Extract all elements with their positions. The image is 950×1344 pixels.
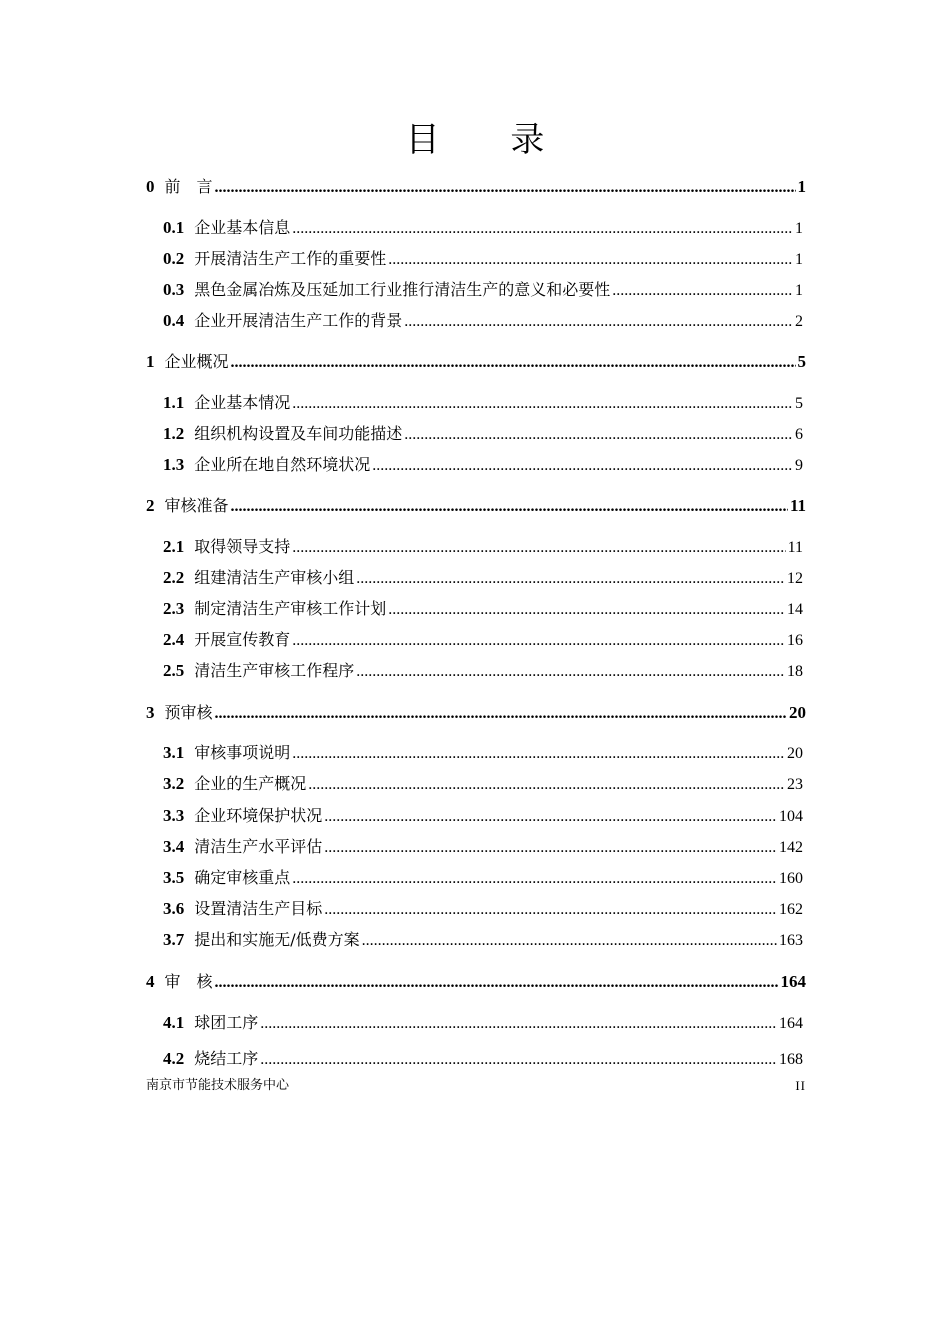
toc-entry-number: 3.2 [163,774,185,793]
toc-entry-number: 3.4 [163,837,185,856]
toc-entry-number: 4 [146,972,155,991]
toc-entry-title: 前 言 [164,177,213,196]
toc-entry-page: 16 [787,632,803,649]
toc-entry[interactable] [146,176,806,199]
toc-dot-leader [231,352,796,374]
toc-entry-page: 11 [789,496,806,515]
toc-dot-leader [372,455,793,477]
toc-entry-title: 企业环境保护状况 [194,806,323,825]
toc-dot-leader [356,661,785,683]
toc-entry-number: 2.2 [163,568,185,587]
toc-entry-title: 组织机构设置及车间功能描述 [194,424,403,443]
toc-entry-title: 开展清洁生产工作的重要性 [194,249,387,268]
toc-entry-number: 4.2 [163,1049,185,1068]
toc-entry-number: 0.2 [163,249,185,268]
toc-entry-title: 预审核 [164,703,213,722]
toc-dot-leader [215,972,779,994]
toc-entry-page: 20 [787,745,803,762]
toc-entry-title: 企业概况 [164,352,229,371]
toc-entry-page: 104 [779,808,803,825]
toc-entry[interactable] [163,423,803,446]
toc-entry-page: 20 [789,703,806,722]
toc-entry-number: 0 [146,177,155,196]
toc-entry-number: 2 [146,496,155,515]
toc-entry-page: 14 [787,601,803,618]
toc-entry[interactable] [163,279,803,302]
toc-entry-number: 0.3 [163,280,185,299]
toc-dot-leader [356,568,785,590]
toc-dot-leader [260,1013,777,1035]
toc-entry-page: 168 [779,1051,803,1068]
toc-entry-title: 企业基本情况 [194,393,291,412]
toc-entry-title: 企业的生产概况 [194,774,307,793]
toc-entry-title: 审核事项说明 [194,743,291,762]
toc-dot-leader [388,249,793,271]
toc-entry-number: 2.4 [163,630,185,649]
toc-entry[interactable] [163,805,803,828]
toc-entry-page: 12 [787,570,803,587]
toc-entry-title: 取得领导支持 [194,537,291,556]
toc-dot-leader [215,703,787,725]
toc-entry[interactable] [163,929,803,952]
toc-entry-number: 1.3 [163,455,185,474]
toc-entry[interactable] [163,248,803,271]
footer-page-number: II [795,1078,806,1093]
toc-dot-leader [324,806,777,828]
toc-entry-title: 提出和实施无/低费方案 [194,930,360,949]
toc-entry[interactable] [146,351,806,374]
toc-entry[interactable] [146,495,806,518]
toc-entry-title: 黑色金属冶炼及压延加工行业推行清洁生产的意义和必要性 [194,280,611,299]
toc-entry[interactable] [163,392,803,415]
toc-dot-leader [292,743,785,765]
toc-dot-leader [292,393,793,415]
toc-entry-page: 164 [779,1015,803,1032]
toc-dot-leader [292,537,785,559]
toc-entry-title: 清洁生产审核工作程序 [194,661,355,680]
toc-entry-page: 163 [779,932,803,949]
toc-entry-number: 2.1 [163,537,185,556]
toc-dot-leader [292,218,793,240]
toc-entry[interactable] [163,536,803,559]
toc-entry-page: 23 [787,776,803,793]
toc-entry-page: 5 [797,352,806,371]
page-title: 目 录 [405,120,575,160]
toc-entry[interactable] [163,773,803,796]
toc-entry-number: 3.1 [163,743,185,762]
toc-entry-number: 0.4 [163,311,185,330]
toc-entry-title: 审 核 [164,972,213,991]
toc-dot-leader [388,599,785,621]
toc-entry[interactable] [163,867,803,890]
toc-entry-title: 制定清洁生产审核工作计划 [194,599,387,618]
toc-entry[interactable] [163,1012,803,1035]
toc-dot-leader [260,1049,777,1071]
toc-entry-title: 审核准备 [164,496,229,515]
toc-entry-number: 1.2 [163,424,185,443]
toc-entry-page: 160 [779,870,803,887]
toc-dot-leader [292,868,777,890]
toc-dot-leader [215,177,796,199]
toc-entry-number: 0.1 [163,218,185,237]
toc-dot-leader [404,311,793,333]
toc-entry-title: 设置清洁生产目标 [194,899,323,918]
footer-organization: 南京市节能技术服务中心 [146,1078,290,1093]
toc-entry-title: 企业开展清洁生产工作的背景 [194,311,403,330]
toc-entry[interactable] [163,1048,803,1071]
toc-entry-page: 1 [797,177,806,196]
toc-entry[interactable] [163,660,803,683]
toc-entry-number: 1 [146,352,155,371]
toc-dot-leader [404,424,793,446]
toc-dot-leader [324,837,777,859]
toc-entry-number: 3.6 [163,899,185,918]
toc-entry-page: 1 [795,251,803,268]
toc-entry-page: 2 [795,313,803,330]
toc-entry-page: 6 [795,426,803,443]
page-footer [146,1077,806,1095]
toc-dot-leader [612,280,793,302]
toc-dot-leader [292,630,785,652]
toc-entry-number: 3.5 [163,868,185,887]
toc-dot-leader [324,899,777,921]
toc-entry-number: 2.5 [163,661,185,680]
toc-entry-title: 烧结工序 [194,1049,259,1068]
toc-entry[interactable] [163,310,803,333]
toc-entry-title: 球团工序 [194,1013,259,1032]
toc-entry[interactable] [163,217,803,240]
toc-entry[interactable] [146,702,806,725]
toc-entry-page: 5 [795,395,803,412]
toc-entry-page: 11 [787,539,803,556]
toc-entry-page: 1 [795,282,803,299]
toc-entry[interactable] [163,742,803,765]
toc-entry-number: 3 [146,703,155,722]
toc-dot-leader [362,930,777,952]
toc-entry-title: 确定审核重点 [194,868,291,887]
toc-entry[interactable] [163,629,803,652]
toc-entry-page: 164 [780,972,806,991]
toc-dot-leader [231,496,788,518]
toc-entry-number: 2.3 [163,599,185,618]
toc-entry-page: 142 [779,839,803,856]
toc-entry-number: 4.1 [163,1013,185,1032]
toc-entry-page: 1 [795,220,803,237]
toc-entry-title: 企业基本信息 [194,218,291,237]
toc-entry[interactable] [163,898,803,921]
toc-entry-number: 3.7 [163,930,185,949]
toc-entry-page: 162 [779,901,803,918]
toc-entry[interactable] [163,454,803,477]
toc-entry[interactable] [163,836,803,859]
toc-entry-title: 企业所在地自然环境状况 [194,455,371,474]
toc-entry-title: 组建清洁生产审核小组 [194,568,355,587]
toc-entry[interactable] [163,598,803,621]
toc-entry-page: 9 [795,457,803,474]
toc-entry-number: 1.1 [163,393,185,412]
toc-entry-number: 3.3 [163,806,185,825]
toc-entry-page: 18 [787,663,803,680]
toc-entry[interactable] [163,567,803,590]
toc-entry[interactable] [146,971,806,994]
toc-dot-leader [308,774,785,796]
toc-entry-title: 开展宣传教育 [194,630,291,649]
toc-entry-title: 清洁生产水平评估 [194,837,323,856]
